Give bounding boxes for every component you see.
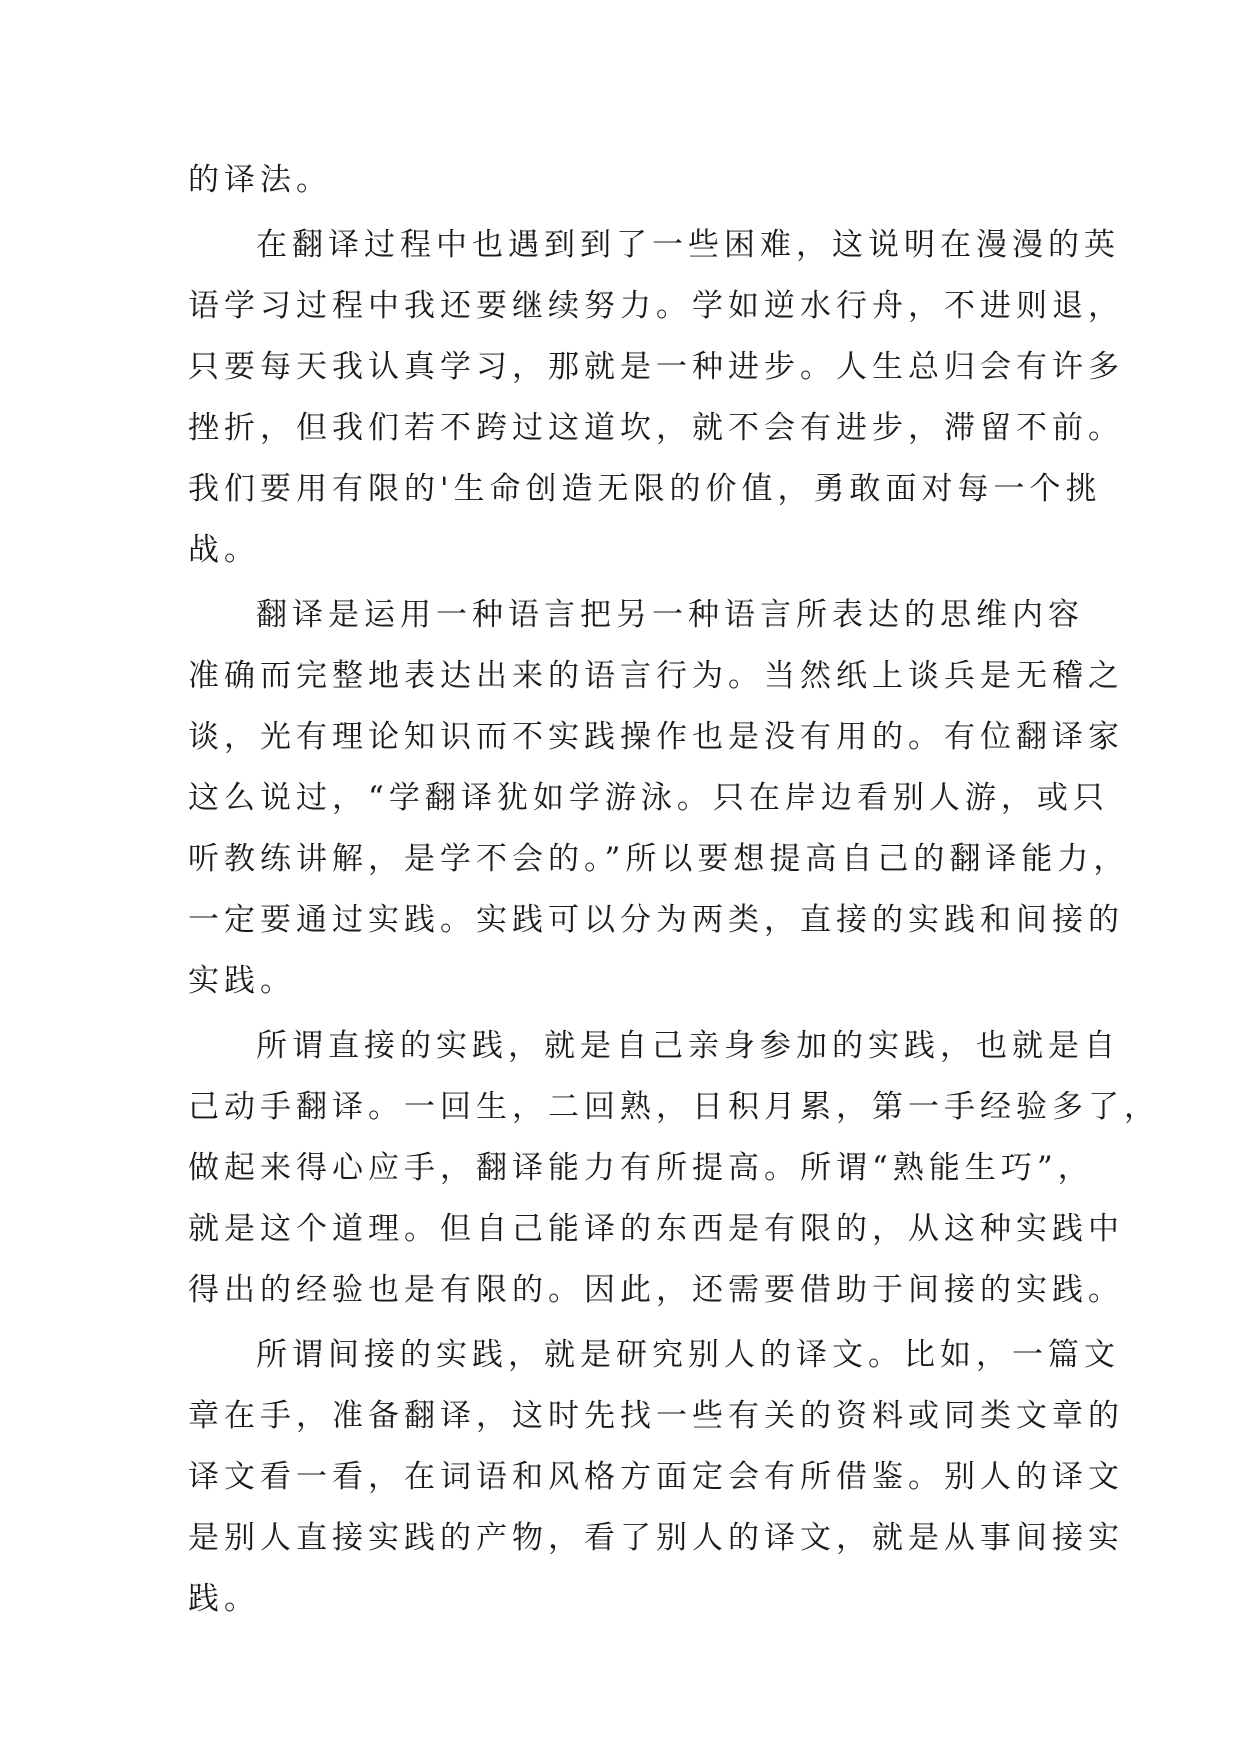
text-line: 谈，光有理论知识而不实践操作也是没有用的。有位翻译家 <box>188 719 1124 755</box>
text-line: 己动手翻译。一回生，二回熟，日积月累，第一手经验多了， <box>188 1089 1160 1125</box>
text-line: 挫折，但我们若不跨过这道坎，就不会有进步，滞留不前。 <box>188 410 1124 446</box>
text-line: 实践。 <box>188 963 296 999</box>
text-line: 的译法。 <box>188 162 332 198</box>
paragraph-first-line: 所谓间接的实践，就是研究别人的译文。比如，一篇文 <box>256 1337 1120 1373</box>
text-line: 听教练讲解，是学不会的。”所以要想提高自己的翻译能力， <box>188 841 1130 877</box>
text-line: 得出的经验也是有限的。因此，还需要借助于间接的实践。 <box>188 1272 1124 1308</box>
text-line: 是别人直接实践的产物，看了别人的译文，就是从事间接实 <box>188 1520 1124 1556</box>
paragraph-first-line: 在翻译过程中也遇到到了一些困难，这说明在漫漫的英 <box>256 227 1120 263</box>
text-line: 我们要用有限的'生命创造无限的价值，勇敢面对每一个挑 <box>188 471 1102 507</box>
paragraph-first-line: 翻译是运用一种语言把另一种语言所表达的思维内容 <box>256 597 1084 633</box>
body-text <box>188 150 1160 1630</box>
text-line: 做起来得心应手，翻译能力有所提高。所谓“熟能生巧”， <box>188 1150 1094 1186</box>
text-line: 战。 <box>188 532 260 568</box>
text-line: 章在手，准备翻译，这时先找一些有关的资料或同类文章的 <box>188 1398 1124 1434</box>
text-line: 准确而完整地表达出来的语言行为。当然纸上谈兵是无稽之 <box>188 658 1124 694</box>
text-line: 这么说过，“学翻译犹如学游泳。只在岸边看别人游，或只 <box>188 780 1109 816</box>
text-line: 一定要通过实践。实践可以分为两类，直接的实践和间接的 <box>188 902 1124 938</box>
text-line: 只要每天我认真学习，那就是一种进步。人生总归会有许多 <box>188 349 1124 385</box>
text-line: 译文看一看，在词语和风格方面定会有所借鉴。别人的译文 <box>188 1459 1124 1495</box>
paragraph-first-line: 所谓直接的实践，就是自己亲身参加的实践，也就是自 <box>256 1028 1120 1064</box>
text-line: 践。 <box>188 1581 260 1617</box>
text-line: 就是这个道理。但自己能译的东西是有限的，从这种实践中 <box>188 1211 1124 1247</box>
text-line: 语学习过程中我还要继续努力。学如逆水行舟，不进则退， <box>188 288 1124 324</box>
